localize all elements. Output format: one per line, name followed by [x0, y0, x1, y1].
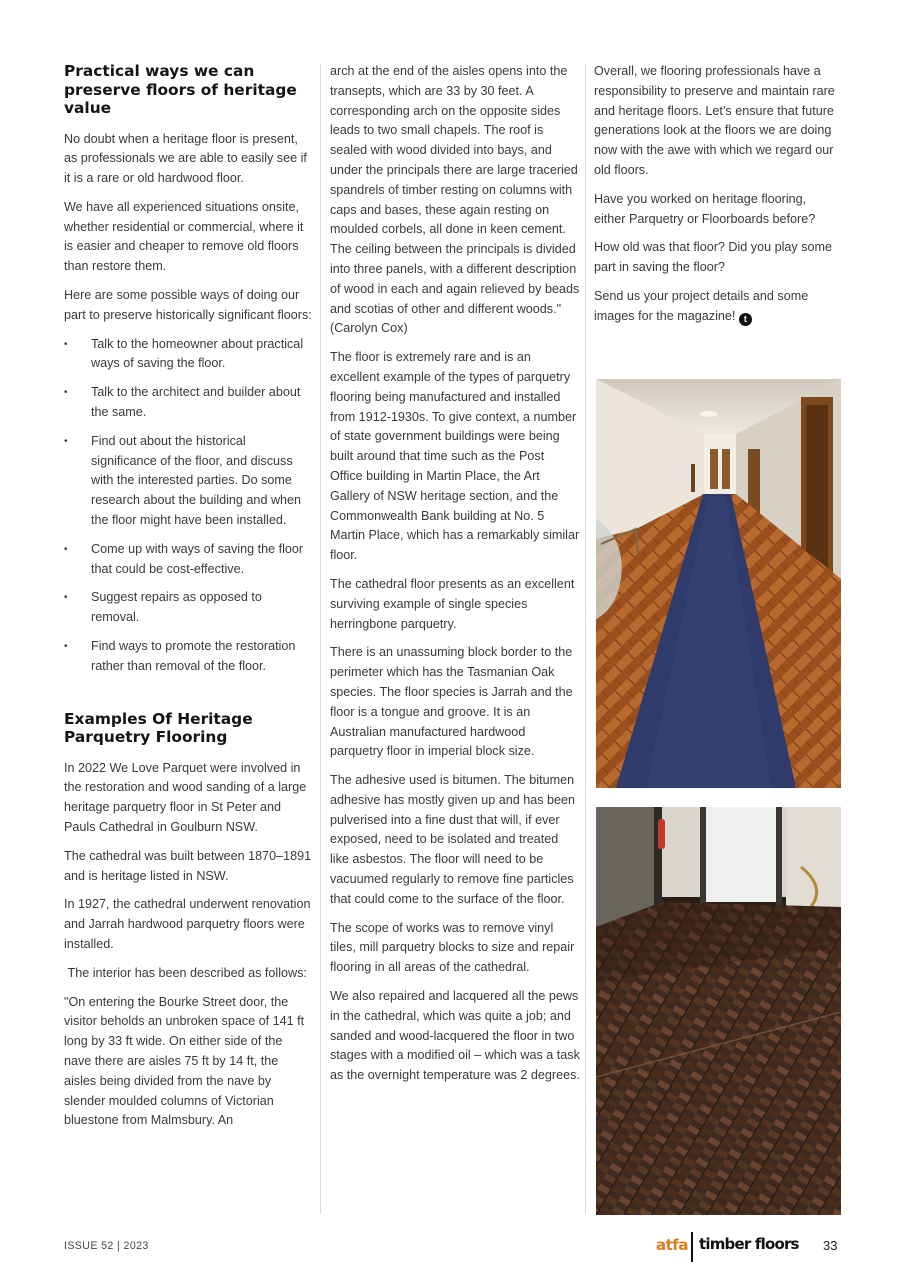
column-divider — [585, 64, 586, 1214]
list-item: • Find out about the historical significance of the floor, and discuss with the interested parties. Do some research about the building and when the floor might have been installed. — [64, 433, 302, 528]
list-item: • Come up with ways of saving the floor that could be cost-effective. — [64, 541, 304, 576]
bullet: • — [64, 435, 68, 447]
bullet: • — [64, 338, 68, 350]
issue-label: ISSUE 52 | 2023 — [64, 1240, 149, 1252]
list-item: • Talk to the homeowner about practical ways of saving the floor. — [64, 336, 304, 371]
article-column-3 — [594, 62, 840, 336]
page-number: 33 — [823, 1238, 838, 1253]
paragraph: arch at the end of the aisles opens into the transepts, which are 33 by 30 feet. A corresponding arch on the opposite sides leads to two small chapels. The roof is sealed with wood divided into bays, and under the principals there are large traceried spandrels of timber resting on columns with caps and bases, these again resting on moulded corbels, all done in keen cement. The ceiling between the principals is divided into three panels, with a different description of wood in each and again relieved by beads and scotias of other and different woods." (Carolyn Cox) — [330, 64, 580, 336]
paragraph: How old was that floor? Did you play some part in saving the floor? — [594, 240, 832, 275]
atfa-logo: atfa — [656, 1236, 688, 1254]
paragraph: In 1927, the cathedral underwent renovation and Jarrah hardwood parquetry floors were installed. — [64, 897, 311, 951]
list-item: • Suggest repairs as opposed to removal. — [64, 590, 262, 625]
timber-floors-end-mark-icon: t — [739, 313, 752, 326]
bullet: • — [64, 592, 68, 604]
article-column-1 — [64, 62, 312, 1140]
paragraph: In 2022 We Love Parquet were involved in the restoration and wood sanding of a large heritage parquetry floor in St Peter and Pauls Cathedral in Goulburn NSW. — [64, 760, 307, 835]
herringbone-floor-photo — [596, 807, 841, 1215]
paragraph: Have you worked on heritage flooring, either Parquetry or Floorboards before? — [594, 191, 816, 226]
paragraph: No doubt when a heritage floor is present, as professionals we are able to easily see if it is a rare or old hardwood floor. — [64, 131, 307, 186]
paragraph: There is an unassuming block border to the perimeter which has the Tasmanian Oak species. The floor species is Jarrah and the floor is a tongue and groove. It is an Australian manufactured hardwood parquetry floor in imperial block size. — [330, 645, 573, 759]
paragraph: Send us your project details and some images for the magazine! t — [594, 288, 809, 324]
paragraph: The adhesive used is bitumen. The bitumen adhesive has mostly given up and has been pulverised into a fine dust that will, if ever exposed, need to be isolated and treated like asbestos. The floor will need to be vacuumed regularly to remove fine particles that could come to the surface of the floor. — [330, 773, 576, 906]
paragraph: Overall, we flooring professionals have a responsibility to preserve and maintain rare and heritage floors. Let’s ensure that future generations look at the floors we are doing now with the awe with which we regard our old floors. — [594, 64, 835, 177]
paragraph: The cathedral was built between 1870–1891 and is heritage listed in NSW. — [64, 848, 312, 883]
column-divider — [320, 64, 321, 1214]
paragraph: Here are some possible ways of doing our part to preserve historically significant floors: — [64, 288, 312, 322]
paragraph: We also repaired and lacquered all the pews in the cathedral, which was quite a job; and sanded and wood-lacquered the floor in two stages with a modified oil – which was a task as the overnight temperature was 2 degrees. — [330, 989, 580, 1083]
paragraph: The interior has been described as follows: — [64, 965, 307, 980]
herringbone-floor-illustration — [596, 807, 841, 1215]
paragraph: The scope of works was to remove vinyl tiles, mill parquetry blocks to size and repair flooring in all areas of the cathedral. — [330, 920, 575, 975]
corridor-photo — [596, 379, 841, 788]
bullet: • — [64, 543, 68, 555]
list-item: • Find ways to promote the restoration rather than removal of the floor. — [64, 639, 296, 673]
paragraph: We have all experienced situations onsite, whether residential or commercial, where it is easier and cheaper to remove old floors than restore them. — [64, 199, 304, 274]
corridor-photo-illustration — [596, 379, 841, 788]
logo-divider — [691, 1232, 693, 1262]
preservation-tips-list — [64, 335, 312, 677]
bullet: • — [64, 387, 68, 399]
paragraph: The floor is extremely rare and is an excellent example of the types of parquetry flooring being manufactured and installed from 1912-1930s. To give context, a number of state government buildings were being built around that time such as the Post Office building in Martin Place, the Art Gallery of NSW heritage section, and the Commonwealth Bank building at No. 5 Martin Place, which has a remarkably similar floor. — [330, 350, 580, 563]
section-heading-preserve: Practical ways we can preserve floors of heritage value — [64, 62, 297, 117]
article-column-2 — [330, 62, 580, 1095]
paragraph: The cathedral floor presents as an excellent surviving example of single species herringbone parquetry. — [330, 576, 575, 631]
bullet: • — [64, 641, 68, 653]
section-heading-examples: Examples Of Heritage Parquetry Flooring — [64, 709, 253, 747]
paragraph: "On entering the Bourke Street door, the visitor beholds an unbroken space of 141 ft long by 33 ft wide. On either side of the nave there are aisles 75 ft by 14 ft, the aisles being divided from the nave by slender moulded columns of Victorian bluestone from Malmsbury. An — [64, 994, 305, 1128]
timber-floors-logo: timber floors — [699, 1235, 799, 1253]
list-item: • Talk to the architect and builder about the same. — [64, 385, 301, 420]
